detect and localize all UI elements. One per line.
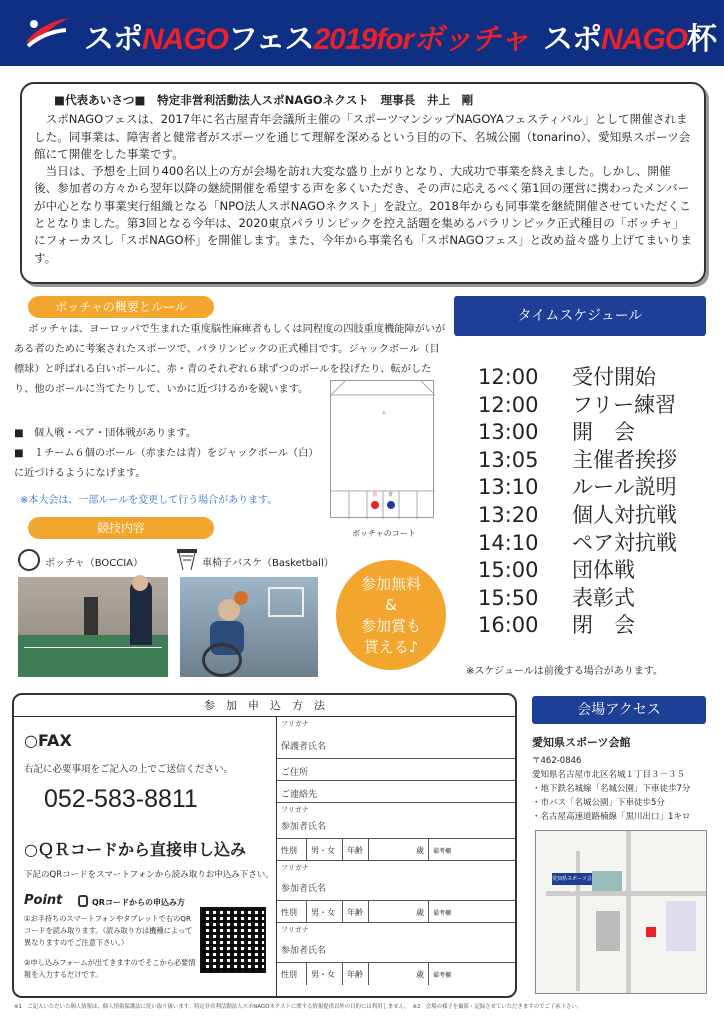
court-red-marker: 赤	[372, 492, 378, 498]
header-banner	[0, 0, 724, 66]
schedule-title: タイムスケジュール	[454, 296, 706, 336]
address-row[interactable]: ご住所	[277, 759, 515, 781]
court-caption: ボッチャのコート	[352, 529, 416, 538]
phone-icon	[78, 895, 88, 907]
participant-2-detail-row[interactable]: 性別 男・女 年齢 歳 備考欄	[277, 901, 515, 923]
schedule-item: 12:00 受付開始	[478, 365, 656, 389]
badge-line-2: &	[385, 596, 397, 614]
badge-line-4: 貰える♪	[363, 638, 419, 656]
boccia-rule-2: ■ １チーム６個のボール（赤または青）をジャックボール（白）に近づけるようになげます。	[14, 448, 314, 479]
events-pill: 競技内容	[28, 517, 214, 539]
logo-icon	[22, 12, 74, 52]
schedule-list	[478, 364, 677, 640]
greeting-para-2: 当日は、予想を上回り400名以上の方が会場を訪れ大変な盛り上がりとなり、大成功で事業を終えました。しかし、開催後、参加者の方々から翌年以降の継続開催を希望する声を多くいただき、その声に応えるべく第1回の運営に携わったメンバーが中心となり事業実行組織となる「NPO法人スポNAGOネクスト」を設立。2018年からも同事業を継続開催させていただくこととなりました。第3回となる今年は、2020東京パラリンピックを控え話題を集めるパラリンピック正式種目の「ボッチャ」にフォーカスし「スポNAGO杯」を開催します。また、今年から事業名も「スポNAGOフェス」と改め益々盛り上げてまいります。	[34, 164, 692, 265]
map-venue-label: 愛知県スポーツ会館	[552, 873, 592, 885]
schedule-note: ※スケジュールは前後する場合があります。	[466, 666, 663, 677]
court-svg	[331, 381, 435, 519]
fax-number: 052-583-8811	[44, 785, 198, 813]
form-title: 参 加 申 込 方 法	[14, 695, 515, 717]
venue-access-3: ・名古屋高速道路楠線「黒川出口」1キロ	[532, 812, 691, 822]
court-blue-marker: 青	[388, 492, 394, 498]
form-fields	[277, 717, 515, 985]
qr-code[interactable]	[200, 907, 266, 973]
wheelchair-basketball-photo	[180, 577, 318, 677]
schedule-item: 15:00 団体戦	[478, 558, 635, 583]
participant-3-detail-row[interactable]: 性別 男・女 年齢 歳 備考欄	[277, 963, 515, 985]
greeting-heading: ■代表あいさつ■ 特定非営利活動法人スポNAGOネクスト 理事長 井上 剛	[54, 93, 474, 107]
venue-zip: 〒462-0846	[532, 756, 582, 766]
step-1: ①お手持ちのスマートフォンやタブレットで右のQRコードを読み取ります。（読み取り方は機種によって異なりますのでご注意下さい。）	[24, 914, 193, 947]
basketball-hoop-icon	[176, 548, 198, 572]
basket-label: 車椅子バスケ（Basketball）	[202, 558, 334, 569]
venue-title: 会場アクセス	[532, 696, 706, 724]
fax-heading: ○FAX	[24, 731, 72, 750]
contact-row[interactable]: ご連絡先	[277, 781, 515, 803]
participant-2-name-row[interactable]: フリガナ 参加者氏名	[277, 861, 515, 901]
guardian-row[interactable]: フリガナ 保護者氏名	[277, 717, 515, 759]
application-form	[12, 693, 517, 998]
schedule-item: 14:10 ペア対抗戦	[478, 530, 677, 555]
schedule-item: 12:00 フリー練習	[478, 392, 677, 417]
badge-line-1: 参加無料	[360, 575, 421, 593]
soccer-ball-icon	[18, 549, 40, 571]
greeting-box	[20, 82, 706, 284]
red-ball-icon	[371, 501, 379, 509]
participant-1-detail-row[interactable]: 性別 男・女 年齢 歳 備考欄	[277, 839, 515, 861]
qr-heading: ○ＱＲコードから直接申し込み	[24, 840, 246, 859]
svg-text:+: +	[381, 409, 387, 417]
footer-note: ※1 ご記入いただいた個人情報は、個人情報保護法に従い取り扱います。特定非営利活動法人スポNAGOネクストに関する情報提供以外の目的には利用しません。 ※2 会場の様子を撮影・記録させていただきますのでご了承下さい。	[14, 1004, 583, 1010]
venue-access-1: ・地下鉄名城線「名城公園」下車徒歩7分	[532, 784, 691, 794]
venue-name: 愛知県スポーツ会館	[532, 736, 631, 749]
boccia-court-diagram	[330, 380, 434, 518]
badge-line-3: 参加賞も	[360, 617, 421, 635]
schedule-item: 13:20 個人対抗戦	[478, 502, 677, 527]
schedule-item: 13:05 主催者挨拶	[478, 447, 677, 472]
schedule-item: 16:00 閉 会	[478, 613, 635, 638]
participant-1-name-row[interactable]: フリガナ 参加者氏名	[277, 803, 515, 839]
venue-access-2: ・市バス「名城公園」下車徒歩5分	[532, 798, 665, 808]
point-label: Point	[24, 893, 63, 908]
schedule-item: 13:00 開 会	[478, 420, 635, 445]
venue-address	[532, 754, 690, 824]
fax-desc: 右記に必要事項をご記入の上でご送信ください。	[24, 764, 234, 775]
schedule-item: 13:10 ルール説明	[478, 475, 677, 500]
participant-3-name-row[interactable]: フリガナ 参加者氏名	[277, 923, 515, 963]
boccia-photo	[18, 577, 168, 677]
venue-addr: 愛知県名古屋市北区名城１丁目３－３５	[532, 770, 686, 780]
boccia-label: ボッチャ（BOCCIA）	[45, 558, 144, 569]
schedule-item: 15:50 表彰式	[478, 585, 635, 610]
boccia-desc-text: ボッチャは、ヨーロッパで生まれた重度脳性麻痺者もしくは同程度の四肢重度機能障がいがある者のために考案されたスポーツで、パラリンピックの正式種目です。ジャックボール（目標球）と呼ばれる白いボールに、赤・青のそれぞれ６球ずつのボールを投げたり、転がしたり、他のボールに当てたりして、いかに近づけるかを競います。	[14, 324, 446, 395]
step-2: ②申し込みフォームが出てきますのでそこから必要情報を入力するだけです。	[24, 958, 196, 979]
boccia-rule-1: ■ 個人戦・ペア・団体戦があります。	[14, 428, 196, 439]
point-sub: QRコードからの申込み方	[92, 898, 185, 907]
boccia-overview-pill: ボッチャの概要とルール	[28, 296, 214, 318]
greeting-para-1: スポNAGOフェスは、2017年に名古屋青年会議所主催の「スポーツマンシップNAGOYAフェスティバル」として開催されました。同事業は、障害者と健常者がスポーツを通じて理解を深めるという目的の下、名城公園（tonarino）、愛知県スポーツ会館にて開催をした事業です。	[34, 112, 691, 161]
event-title: スポNAGOフェス2019forボッチャ スポNAGO杯	[84, 23, 717, 56]
boccia-note: ※本大会は、一部ルールを変更して行う場合があります。	[20, 495, 278, 506]
venue-map[interactable]	[535, 830, 707, 994]
blue-ball-icon	[387, 501, 395, 509]
free-entry-badge	[336, 560, 446, 670]
qr-desc: 下記のQRコードをスマートフォンから読み取りお申込み下さい。	[24, 870, 274, 880]
